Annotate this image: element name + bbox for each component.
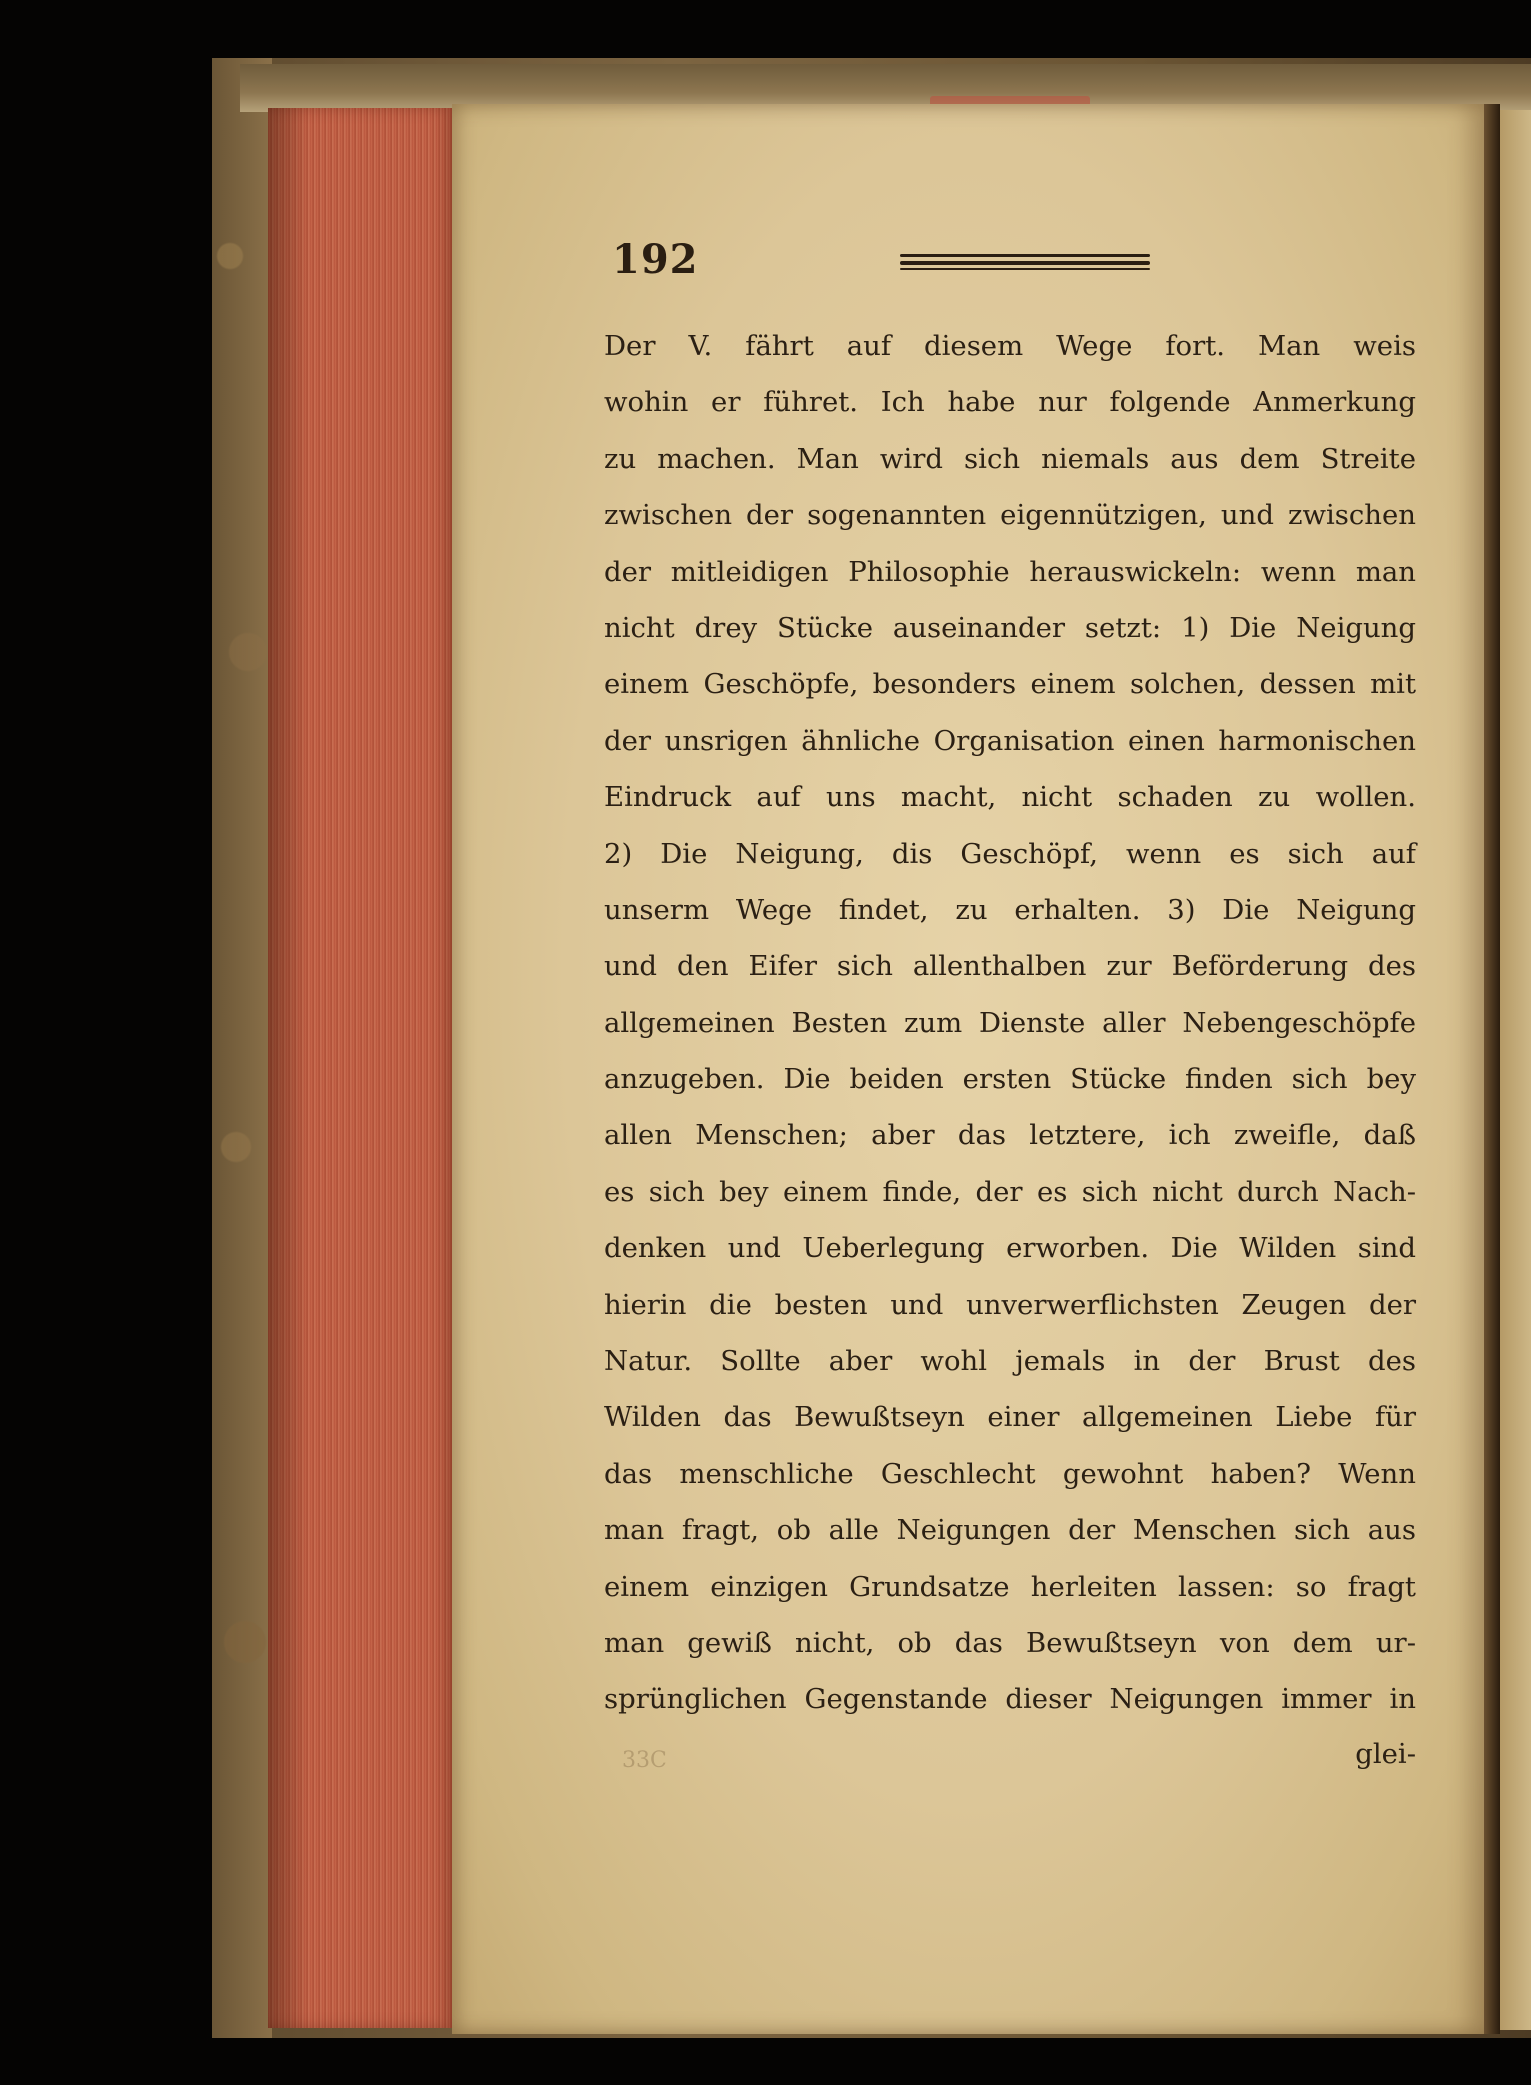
text-line: hierin die besten und unverwerflichsten Zeugen der: [604, 1288, 1416, 1321]
text-line: Eindruck auf uns macht, nicht schaden zu wollen.: [604, 781, 1416, 814]
text-line: einem einzigen Grundsatze herleiten lassen: so fragt: [604, 1570, 1416, 1603]
catchword: glei-: [1355, 1738, 1416, 1770]
text-line: sprünglichen Gegenstande dieser Neigungen immer in: [604, 1683, 1416, 1716]
text-line: nicht drey Stücke auseinander setzt: 1) Die Neigung: [604, 611, 1416, 644]
text-line: Wilden das Bewußtseyn einer allgemeinen Liebe für: [604, 1401, 1416, 1434]
text-line: zwischen der sogenannten eigennützigen, und zwischen: [604, 499, 1416, 532]
text-line: Der V. fährt auf diesem Wege fort. Man weis: [604, 330, 1416, 362]
text-line: einem Geschöpfe, besonders einem solchen, dessen mit: [604, 668, 1416, 701]
text-line: unserm Wege findet, zu erhalten. 3) Die Neigung: [604, 893, 1416, 926]
text-line: zu machen. Man wird sich niemals aus dem Streite: [604, 442, 1416, 475]
text-line: das menschliche Geschlecht gewohnt haben? Wenn: [604, 1457, 1416, 1490]
text-line: der mitleidigen Philosophie herauswickeln: wenn man: [604, 555, 1416, 588]
text-line: allen Menschen; aber das letztere, ich zweifle, daß: [604, 1119, 1416, 1152]
text-line: allgemeinen Besten zum Dienste aller Nebengeschöpfe: [604, 1006, 1416, 1039]
page-number: 192: [612, 236, 699, 283]
text-line: man fragt, ob alle Neigungen der Menschen sich aus: [604, 1514, 1416, 1547]
text-line: Natur. Sollte aber wohl jemals in der Brust des: [604, 1345, 1416, 1378]
text-line: es sich bey einem finde, der es sich nicht durch Nach-: [604, 1175, 1416, 1208]
body-text: [604, 318, 1416, 1728]
text-line: man gewiß nicht, ob das Bewußtseyn von dem ur-: [604, 1626, 1416, 1659]
text-line: 2) Die Neigung, dis Geschöpf, wenn es sich auf: [604, 837, 1416, 870]
marbled-cover-edge: [212, 58, 272, 2038]
book-gutter: [1484, 104, 1500, 2034]
text-line: und den Eifer sich allenthalben zur Beförderung des: [604, 950, 1416, 983]
text-line: anzugeben. Die beiden ersten Stücke finden sich bey: [604, 1063, 1416, 1096]
text-line: denken und Ueberlegung erworben. Die Wilden sind: [604, 1232, 1416, 1265]
faded-stamp: 33C: [622, 1748, 667, 1773]
header-rule: [900, 254, 1150, 272]
text-line: der unsrigen ähnliche Organisation einen harmonischen: [604, 724, 1416, 757]
facing-page-edge: [1500, 110, 1531, 2030]
page-block-shadow: [268, 108, 308, 2028]
text-line: wohin er führet. Ich habe nur folgende Anmerkung: [604, 386, 1416, 419]
